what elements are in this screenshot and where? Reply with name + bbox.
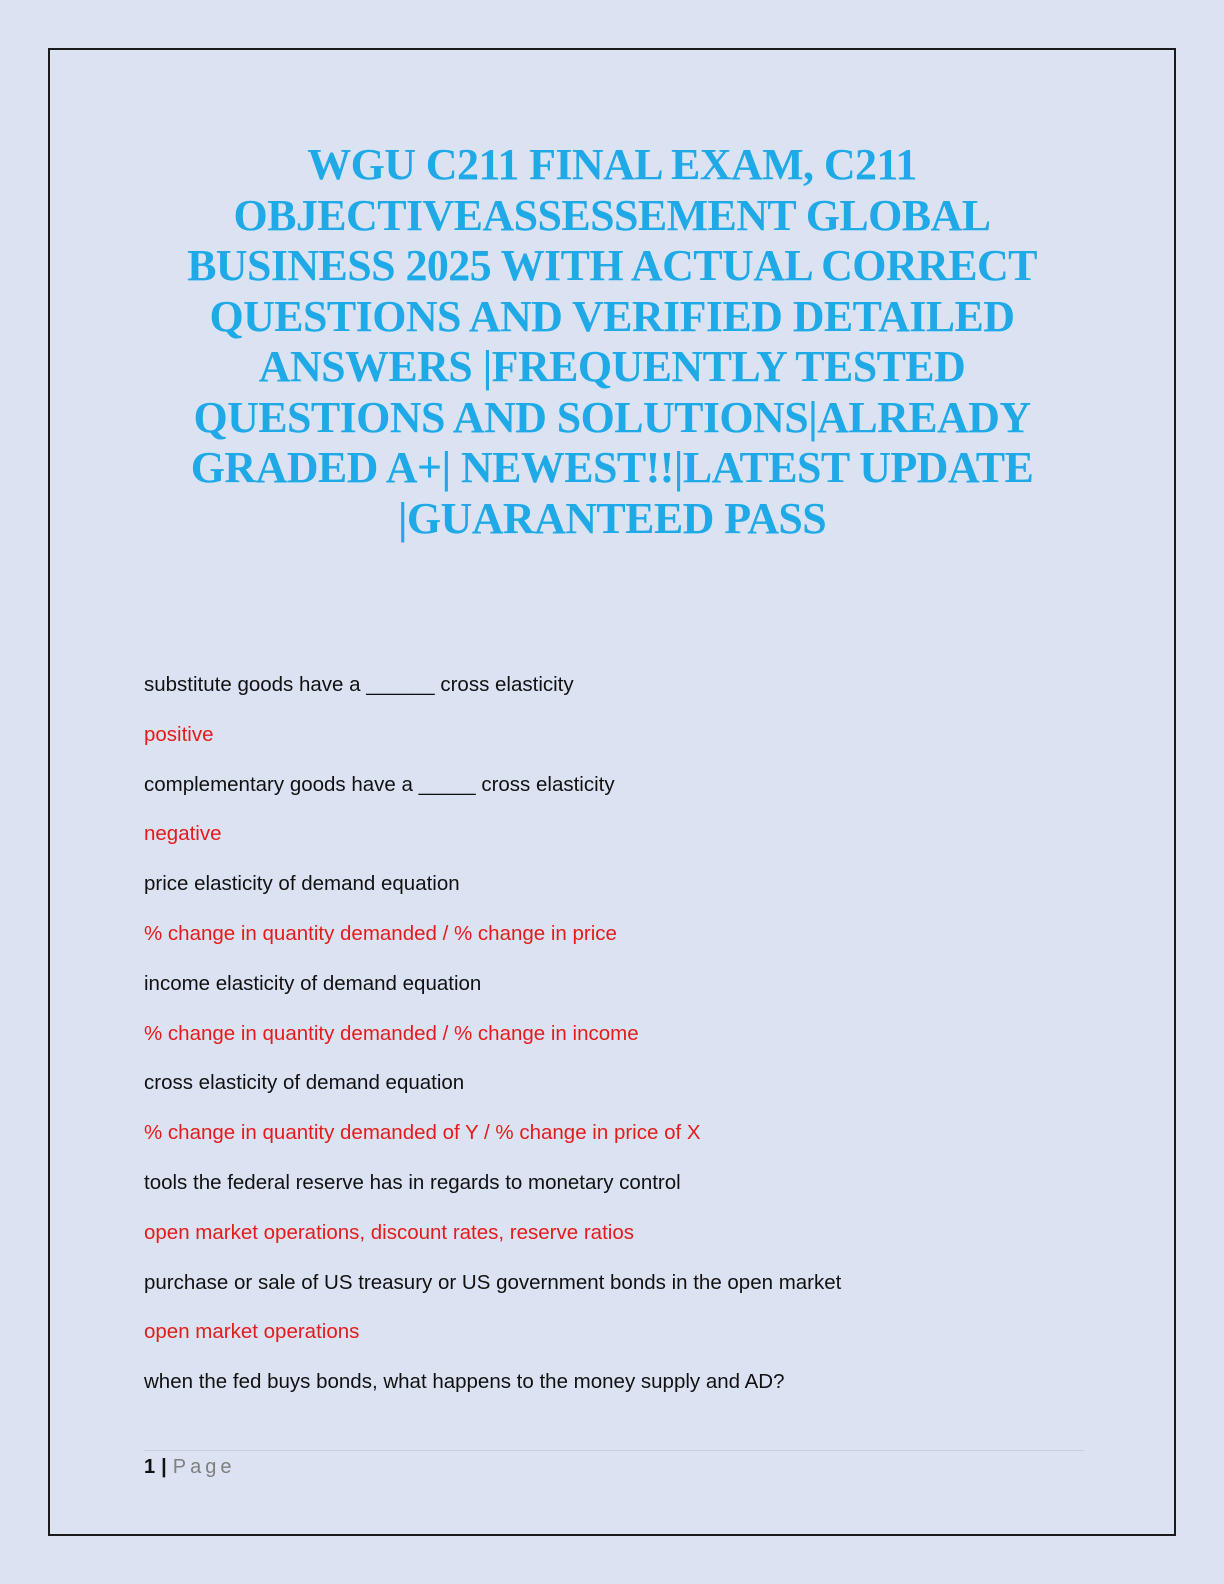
answer-text: negative xyxy=(144,822,222,846)
page-number: 1 xyxy=(144,1456,156,1478)
title-line: QUESTIONS AND SOLUTIONS|ALREADY xyxy=(193,392,1031,442)
title-line: QUESTIONS AND VERIFIED DETAILED xyxy=(209,291,1015,341)
question-text: complementary goods have a _____ cross elasticity xyxy=(144,772,615,796)
question-text: purchase or sale of US treasury or US government bonds in the open market xyxy=(144,1270,842,1294)
document-title xyxy=(150,140,1074,544)
title-line: GRADED A+| NEWEST!!|LATEST UPDATE xyxy=(190,443,1034,492)
answer-text: positive xyxy=(144,722,214,746)
title-line: BUSINESS 2025 WITH ACTUAL CORRECT xyxy=(187,241,1037,290)
title-line: OBJECTIVEASSESSEMENT GLOBAL xyxy=(233,190,991,240)
page-separator: | xyxy=(161,1456,167,1478)
question-text: tools the federal reserve has in regards to monetary control xyxy=(144,1170,681,1194)
answer-text: % change in quantity demanded / % change in income xyxy=(144,1021,639,1045)
title-line: ANSWERS |FREQUENTLY TESTED xyxy=(258,342,966,391)
footer-divider xyxy=(144,1450,1084,1451)
question-text: substitute goods have a ______ cross elasticity xyxy=(144,673,574,696)
page-footer xyxy=(144,1455,235,1479)
question-text: cross elasticity of demand equation xyxy=(144,1071,465,1095)
answer-text: % change in quantity demanded / % change in price xyxy=(144,921,617,945)
qa-list xyxy=(144,673,1084,1420)
title-line: |GUARANTEED PASS xyxy=(397,493,827,543)
answer-text: open market operations, discount rates, reserve ratios xyxy=(144,1220,634,1244)
question-text: income elasticity of demand equation xyxy=(144,971,482,995)
question-text: when the fed buys bonds, what happens to the money supply and AD? xyxy=(144,1370,785,1394)
answer-text: % change in quantity demanded of Y / % change in price of X xyxy=(144,1121,701,1145)
page-label: Page xyxy=(172,1456,236,1478)
title-line: WGU C211 FINAL EXAM, C211 xyxy=(307,140,917,189)
question-text: price elasticity of demand equation xyxy=(144,872,460,896)
answer-text: open market operations xyxy=(144,1320,360,1344)
